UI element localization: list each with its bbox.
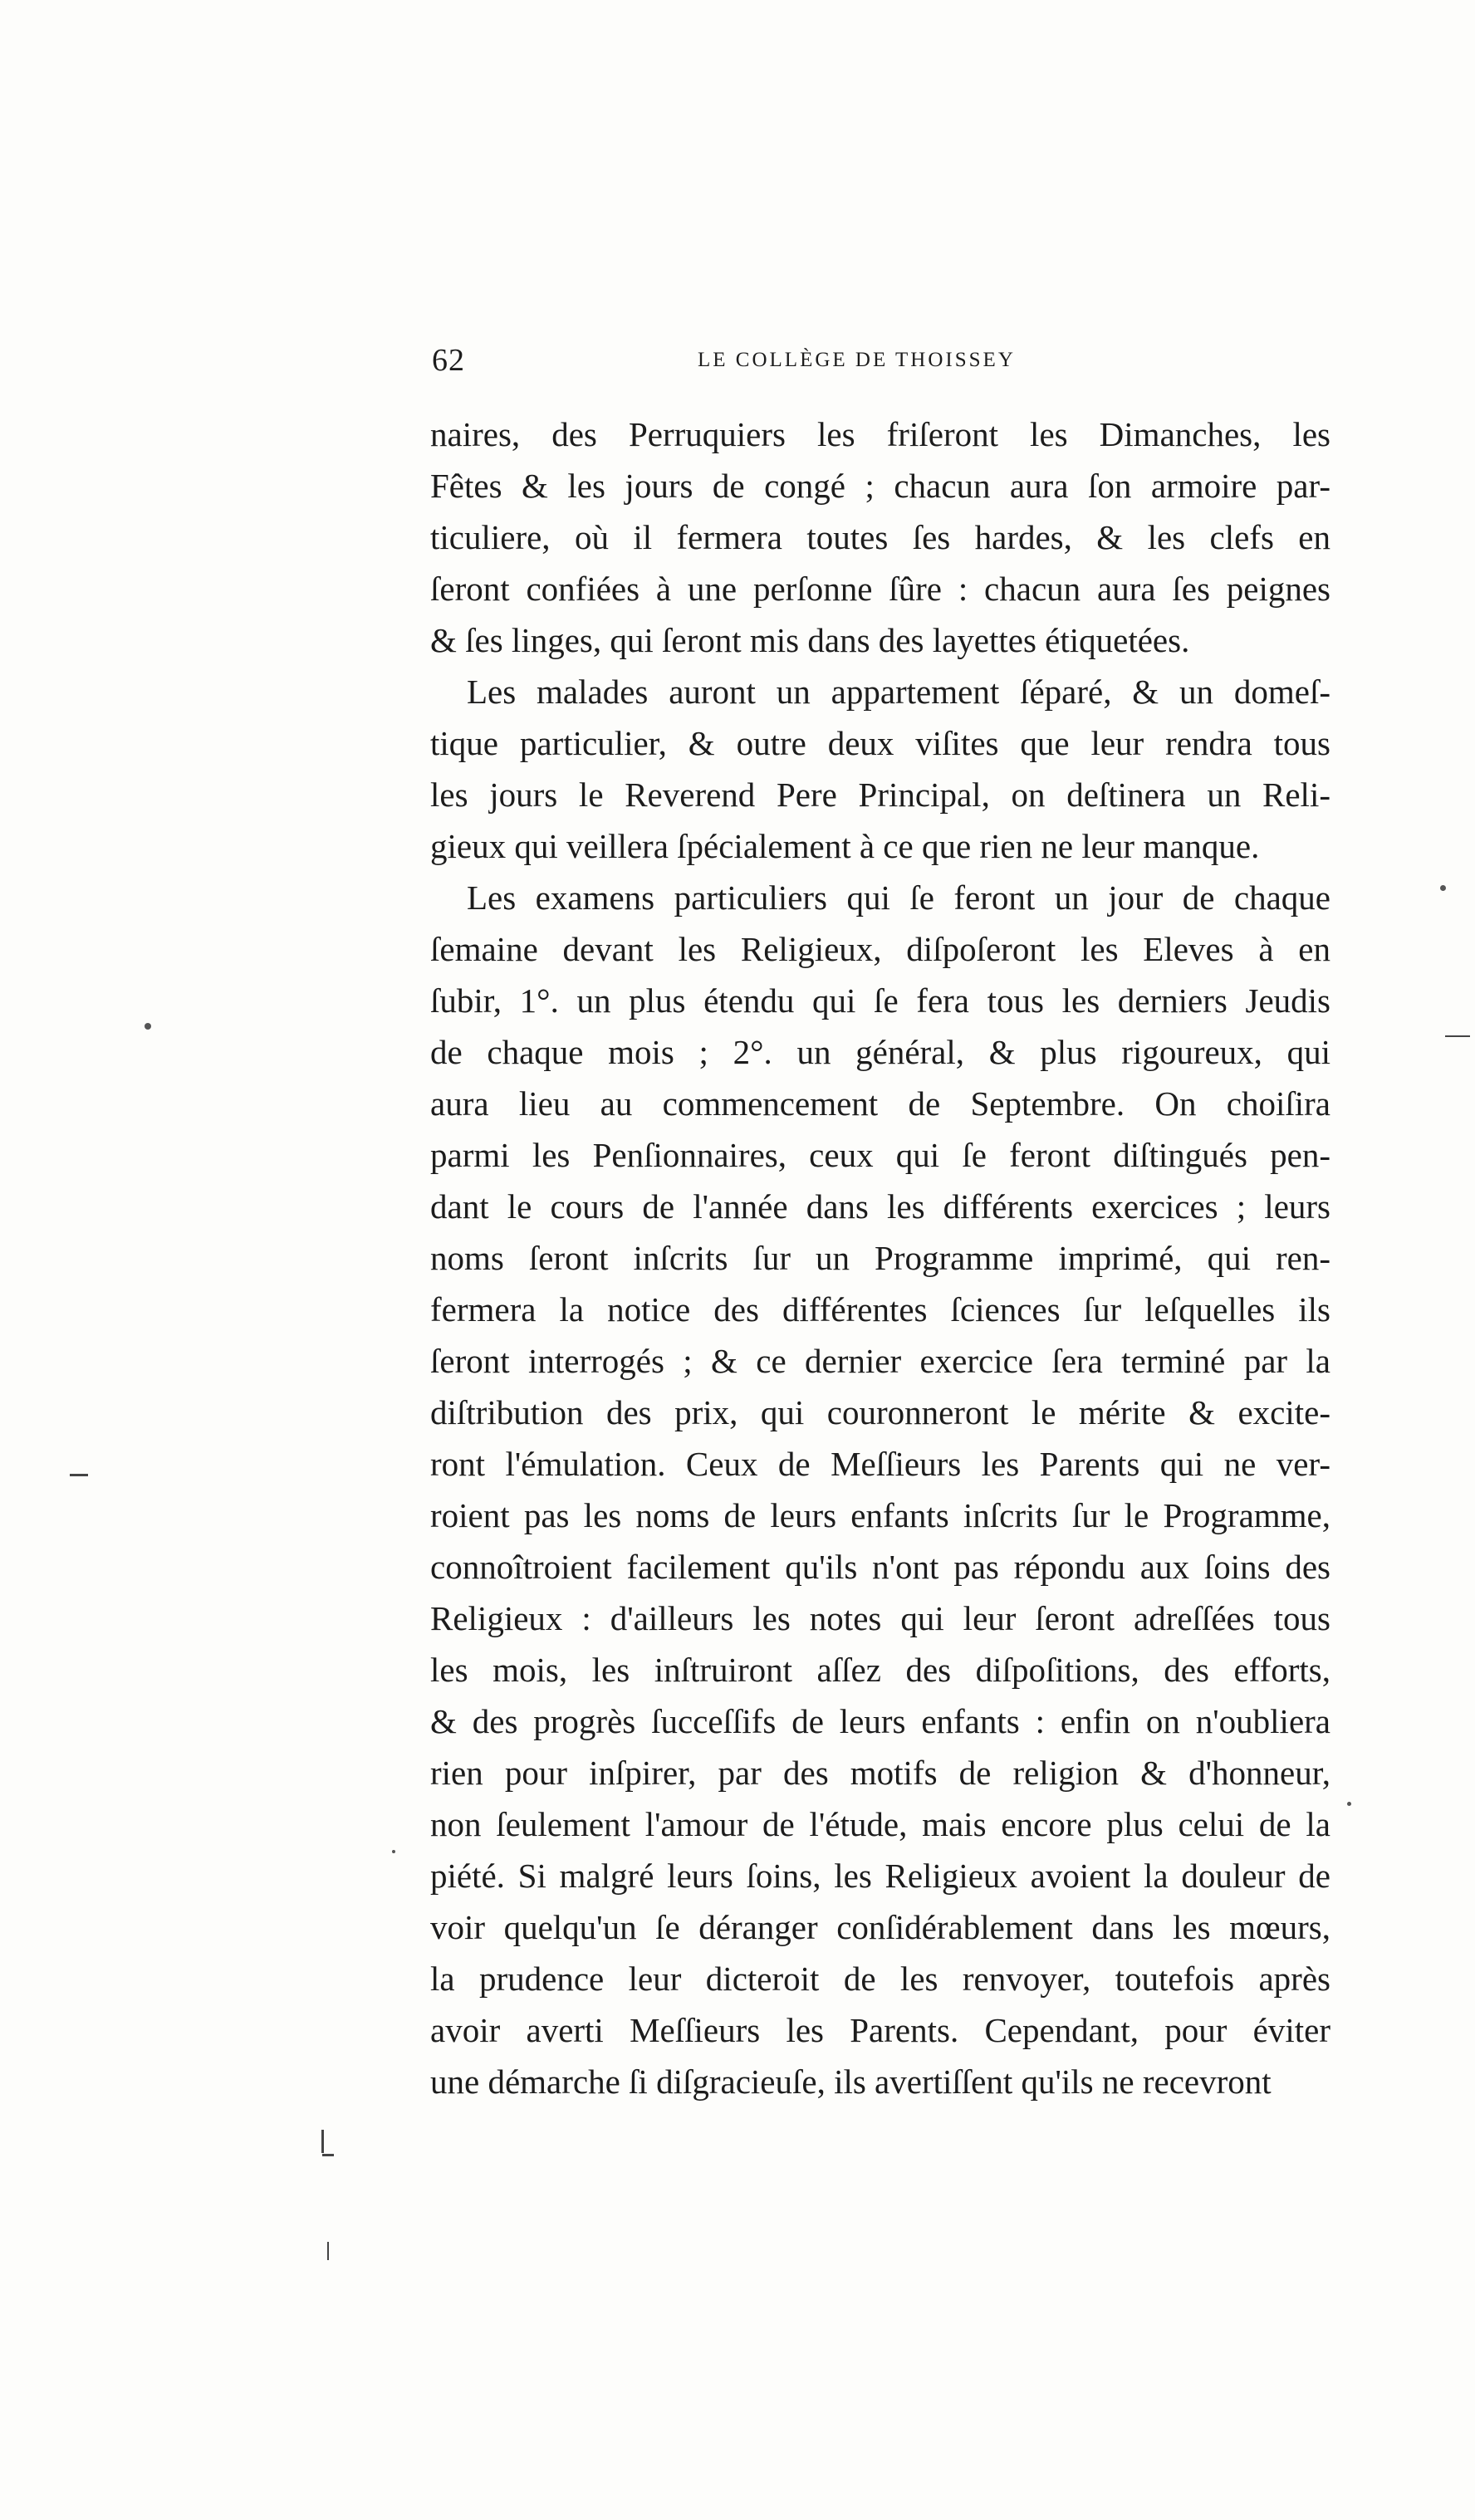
text-line: avoir averti Meſſieurs les Parents. Cependant, pour éviter bbox=[430, 2011, 1330, 2049]
scan-speck bbox=[1347, 1802, 1351, 1806]
text-line: Fêtes & les jours de congé ; chacun aura ſon armoire par- bbox=[430, 467, 1330, 505]
text-line: diſtribution des prix, qui couronneront le mérite & excite- bbox=[430, 1393, 1330, 1431]
page-number: 62 bbox=[432, 343, 465, 378]
text-line: ſubir, 1°. un plus étendu qui ſe fera tous les derniers Jeudis bbox=[430, 981, 1330, 1020]
text-line: parmi les Penſionnaires, ceux qui ſe feront diſtingués pen- bbox=[430, 1136, 1330, 1174]
scan-mark bbox=[321, 2130, 324, 2153]
scan-mark bbox=[327, 2242, 329, 2260]
scan-mark bbox=[1445, 1035, 1470, 1037]
text-line: ſemaine devant les Religieux, diſpoſeront les Eleves à en bbox=[430, 930, 1330, 968]
text-line: de chaque mois ; 2°. un général, & plus rigoureux, qui bbox=[430, 1033, 1330, 1071]
text-line: ticuliere, où il fermera toutes ſes hardes, & les clefs en bbox=[430, 518, 1330, 556]
text-line: piété. Si malgré leurs ſoins, les Religieux avoient la douleur de bbox=[430, 1857, 1330, 1895]
text-line: Religieux : d'ailleurs les notes qui leur ſeront adreſſées tous bbox=[430, 1599, 1330, 1637]
scan-mark bbox=[322, 2154, 334, 2156]
running-head bbox=[432, 342, 1329, 384]
text-line: aura lieu au commencement de Septembre. On choiſira bbox=[430, 1084, 1330, 1123]
text-line: & des progrès ſucceſſifs de leurs enfants : enfin on n'oubliera bbox=[430, 1702, 1330, 1740]
text-line: fermera la notice des différentes ſciences ſur leſquelles ils bbox=[430, 1290, 1330, 1329]
text-line: Les examens particuliers qui ſe feront un jour de chaque bbox=[467, 878, 1330, 917]
running-title: LE COLLÈGE DE THOISSEY bbox=[698, 349, 1016, 371]
text-line: Les malades auront un appartement ſéparé, & un domeſ- bbox=[467, 673, 1330, 711]
text-line: les mois, les inſtruiront aſſez des diſpoſitions, des efforts, bbox=[430, 1651, 1330, 1689]
text-line: connoîtroient facilement qu'ils n'ont pas répondu aux ſoins des bbox=[430, 1548, 1330, 1586]
text-line: & ſes linges, qui ſeront mis dans des layettes étiquetées. bbox=[430, 621, 1190, 659]
text-line: ront l'émulation. Ceux de Meſſieurs les Parents qui ne ver- bbox=[430, 1445, 1330, 1483]
text-line: une démarche ſi diſgracieuſe, ils avertiſſent qu'ils ne recevront bbox=[430, 2062, 1272, 2101]
scan-speck bbox=[145, 1023, 151, 1030]
text-line: ſeront confiées à une perſonne ſûre : chacun aura ſes peignes bbox=[430, 570, 1330, 608]
text-line: la prudence leur dicteroit de les renvoyer, toutefois après bbox=[430, 1960, 1330, 1998]
text-line: noms ſeront inſcrits ſur un Programme imprimé, qui ren- bbox=[430, 1239, 1330, 1277]
text-line: tique particulier, & outre deux viſites que leur rendra tous bbox=[430, 724, 1330, 762]
text-line: roient pas les noms de leurs enfants inſcrits ſur le Programme, bbox=[430, 1496, 1330, 1534]
text-line: les jours le Reverend Pere Principal, on deſtinera un Reli- bbox=[430, 776, 1330, 814]
scan-speck bbox=[392, 1850, 395, 1853]
body-text bbox=[430, 409, 1330, 2107]
text-line: naires, des Perruquiers les friſeront les Dimanches, les bbox=[430, 415, 1330, 453]
text-line: ſeront interrogés ; & ce dernier exercice ſera terminé par la bbox=[430, 1342, 1330, 1380]
text-line: dant le cours de l'année dans les différents exercices ; leurs bbox=[430, 1187, 1330, 1226]
text-line: rien pour inſpirer, par des motifs de religion & d'honneur, bbox=[430, 1754, 1330, 1792]
text-line: gieux qui veillera ſpécialement à ce que rien ne leur manque. bbox=[430, 827, 1260, 865]
text-line: voir quelqu'un ſe déranger conſidérablement dans les mœurs, bbox=[430, 1908, 1330, 1946]
text-line: non ſeulement l'amour de l'étude, mais encore plus celui de la bbox=[430, 1805, 1330, 1843]
scan-speck bbox=[1440, 885, 1446, 891]
scan-mark bbox=[70, 1474, 88, 1476]
